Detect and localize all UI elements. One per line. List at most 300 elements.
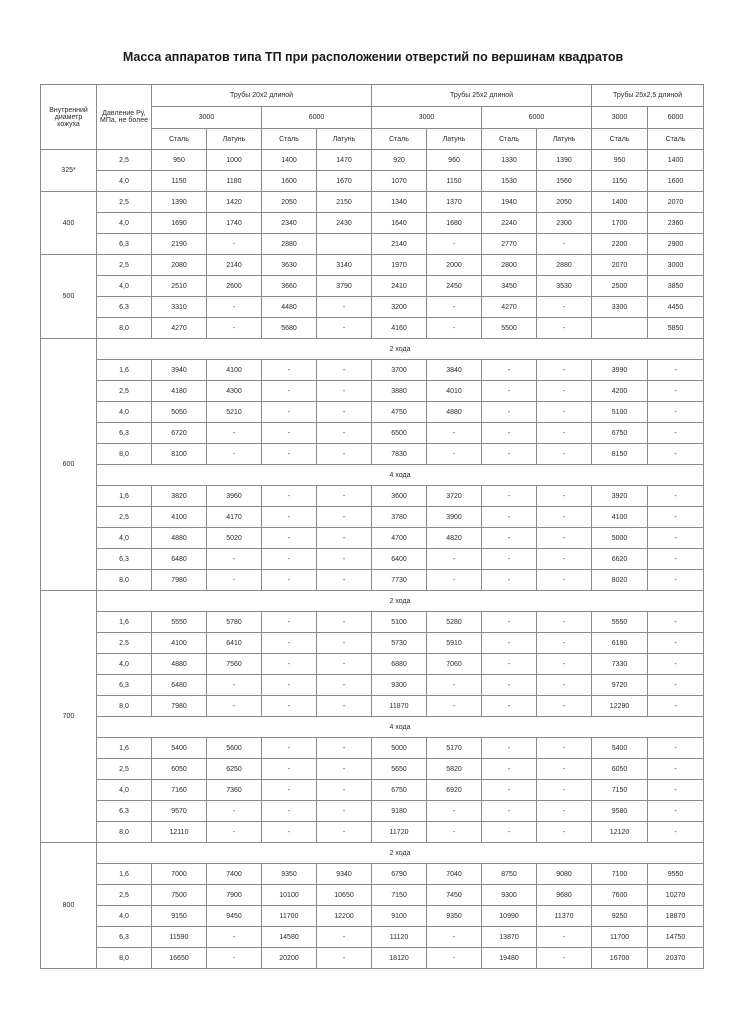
mass-cell: 6620: [592, 549, 648, 570]
mass-cell: -: [207, 297, 262, 318]
mass-cell: -: [648, 654, 704, 675]
mass-cell: 4270: [152, 318, 207, 339]
pressure-cell: 6,3: [97, 234, 152, 255]
pressure-cell: 6,3: [97, 801, 152, 822]
mass-cell: 7150: [592, 780, 648, 801]
table-row: [41, 864, 704, 885]
mass-cell: 2190: [152, 234, 207, 255]
mass-cell: 2800: [482, 255, 537, 276]
mass-cell: -: [482, 402, 537, 423]
page-title: Масса аппаратов типа ТП при расположении отверстий по вершинам квадратов: [122, 50, 624, 64]
pressure-cell: 6,3: [97, 675, 152, 696]
mass-cell: 7100: [592, 864, 648, 885]
mass-cell: 7000: [152, 864, 207, 885]
mass-cell: 5550: [592, 612, 648, 633]
mass-cell: -: [262, 696, 317, 717]
mass-cell: -: [207, 675, 262, 696]
table-row: [41, 444, 704, 465]
mass-cell: -: [317, 360, 372, 381]
mass-cell: 3780: [372, 507, 427, 528]
mass-cell: -: [207, 444, 262, 465]
mass-cell: -: [648, 801, 704, 822]
mass-cell: 7560: [207, 654, 262, 675]
pressure-cell: 1,6: [97, 738, 152, 759]
mass-cell: 3450: [482, 276, 537, 297]
mass-cell: 1370: [427, 192, 482, 213]
diameter-cell: 500: [41, 255, 97, 339]
mass-cell: 4820: [427, 528, 482, 549]
mass-cell: -: [537, 696, 592, 717]
mass-cell: -: [262, 549, 317, 570]
mass-cell: -: [537, 549, 592, 570]
mass-cell: 4160: [372, 318, 427, 339]
mass-cell: 2150: [317, 192, 372, 213]
pressure-cell: 4,0: [97, 276, 152, 297]
mass-cell: 1150: [427, 171, 482, 192]
mass-cell: 9250: [592, 906, 648, 927]
mass-cell: 7500: [152, 885, 207, 906]
mass-cell: 1600: [648, 171, 704, 192]
mass-cell: 1560: [537, 171, 592, 192]
mass-cell: 14750: [648, 927, 704, 948]
mass-cell: -: [537, 780, 592, 801]
mass-cell: 9350: [427, 906, 482, 927]
table-row: [41, 360, 704, 381]
table-row: [41, 612, 704, 633]
mass-cell: 7900: [207, 885, 262, 906]
header-material: Сталь: [482, 129, 537, 150]
mass-cell: 3960: [207, 486, 262, 507]
diameter-cell: 800: [41, 843, 97, 969]
mass-cell: 9100: [372, 906, 427, 927]
mass-cell: 7400: [207, 864, 262, 885]
mass-cell: 1940: [482, 192, 537, 213]
mass-cell: -: [317, 528, 372, 549]
mass-cell: 1400: [648, 150, 704, 171]
mass-cell: -: [427, 234, 482, 255]
mass-cell: 1180: [207, 171, 262, 192]
mass-cell: 1690: [152, 213, 207, 234]
mass-cell: -: [262, 528, 317, 549]
mass-cell: 1070: [372, 171, 427, 192]
mass-cell: -: [207, 801, 262, 822]
mass-cell: -: [648, 381, 704, 402]
mass-cell: -: [207, 927, 262, 948]
mass-cell: 11590: [152, 927, 207, 948]
mass-cell: -: [537, 801, 592, 822]
mass-cell: 3790: [317, 276, 372, 297]
header-material: Сталь: [152, 129, 207, 150]
mass-cell: 9550: [648, 864, 704, 885]
mass-cell: 2070: [648, 192, 704, 213]
mass-cell: -: [482, 360, 537, 381]
mass-cell: 3940: [152, 360, 207, 381]
mass-cell: -: [537, 297, 592, 318]
mass-cell: 4750: [372, 402, 427, 423]
header-material: Сталь: [372, 129, 427, 150]
mass-cell: 1400: [592, 192, 648, 213]
mass-cell: 3700: [372, 360, 427, 381]
table-row: [41, 507, 704, 528]
mass-cell: -: [648, 633, 704, 654]
mass-cell: 3600: [372, 486, 427, 507]
mass-cell: -: [482, 423, 537, 444]
mass-cell: -: [262, 822, 317, 843]
mass-cell: 8750: [482, 864, 537, 885]
mass-cell: -: [317, 675, 372, 696]
mass-cell: 5000: [592, 528, 648, 549]
mass-cell: 4010: [427, 381, 482, 402]
mass-cell: 4100: [152, 633, 207, 654]
mass-cell: 5170: [427, 738, 482, 759]
mass-cell: -: [648, 570, 704, 591]
pressure-cell: 8,0: [97, 444, 152, 465]
mass-cell: 920: [372, 150, 427, 171]
mass-cell: -: [537, 486, 592, 507]
header-material: Сталь: [592, 129, 648, 150]
mass-cell: 9340: [317, 864, 372, 885]
mass-cell: -: [317, 612, 372, 633]
mass-cell: -: [482, 528, 537, 549]
mass-cell: -: [317, 444, 372, 465]
mass-cell: 950: [152, 150, 207, 171]
mass-cell: 1390: [537, 150, 592, 171]
mass-cell: -: [427, 822, 482, 843]
mass-cell: 2450: [427, 276, 482, 297]
mass-cell: -: [482, 696, 537, 717]
mass-cell: -: [537, 927, 592, 948]
mass-cell: 5820: [427, 759, 482, 780]
mass-cell: -: [317, 927, 372, 948]
mass-cell: -: [482, 381, 537, 402]
mass-cell: 3630: [262, 255, 317, 276]
mass-cell: -: [427, 675, 482, 696]
mass-cell: 8020: [592, 570, 648, 591]
header-length: 6000: [482, 107, 592, 129]
mass-cell: 1400: [262, 150, 317, 171]
mass-cell: 3720: [427, 486, 482, 507]
diameter-cell: 325*: [41, 150, 97, 192]
header-group-20x2: Трубы 20х2 длиной: [152, 85, 372, 107]
mass-cell: 6480: [152, 549, 207, 570]
mass-cell: -: [537, 822, 592, 843]
mass-cell: 3990: [592, 360, 648, 381]
mass-table: [40, 84, 704, 969]
mass-cell: 5020: [207, 528, 262, 549]
pass-count-label: 2 хода: [97, 843, 704, 864]
pressure-cell: 2,5: [97, 885, 152, 906]
mass-cell: 3820: [152, 486, 207, 507]
mass-cell: 7980: [152, 696, 207, 717]
mass-cell: 6410: [207, 633, 262, 654]
mass-cell: 5500: [482, 318, 537, 339]
mass-cell: -: [537, 633, 592, 654]
mass-cell: 2600: [207, 276, 262, 297]
mass-cell: -: [427, 549, 482, 570]
pass-count-label: 4 хода: [97, 717, 704, 738]
header-material: Сталь: [648, 129, 704, 150]
table-row: [41, 654, 704, 675]
mass-cell: -: [427, 318, 482, 339]
mass-cell: -: [317, 423, 372, 444]
mass-cell: 2410: [372, 276, 427, 297]
pass-count-row: [41, 465, 704, 486]
mass-cell: 1150: [592, 171, 648, 192]
mass-cell: 8150: [592, 444, 648, 465]
mass-cell: 2770: [482, 234, 537, 255]
mass-cell: 7160: [152, 780, 207, 801]
header-material: Латунь: [427, 129, 482, 150]
mass-cell: -: [648, 675, 704, 696]
mass-cell: -: [317, 318, 372, 339]
pressure-cell: 2,5: [97, 150, 152, 171]
mass-cell: 7060: [427, 654, 482, 675]
header-length: 6000: [262, 107, 372, 129]
pass-count-row: [41, 591, 704, 612]
header-group-25x2: Трубы 25х2 длиной: [372, 85, 592, 107]
mass-cell: 3000: [648, 255, 704, 276]
mass-cell: 3300: [592, 297, 648, 318]
mass-cell: 2880: [537, 255, 592, 276]
mass-cell: 5100: [372, 612, 427, 633]
pressure-cell: 8,0: [97, 318, 152, 339]
mass-cell: 2500: [592, 276, 648, 297]
mass-cell: -: [207, 234, 262, 255]
mass-cell: 5730: [372, 633, 427, 654]
mass-cell: 7830: [372, 444, 427, 465]
mass-cell: -: [648, 423, 704, 444]
mass-cell: 7040: [427, 864, 482, 885]
mass-cell: 9720: [592, 675, 648, 696]
mass-cell: 1000: [207, 150, 262, 171]
table-row: [41, 234, 704, 255]
mass-cell: -: [317, 402, 372, 423]
table-row: [41, 696, 704, 717]
mass-cell: 7980: [152, 570, 207, 591]
mass-cell: 9580: [592, 801, 648, 822]
mass-cell: -: [482, 654, 537, 675]
pressure-cell: 2,5: [97, 507, 152, 528]
mass-cell: -: [537, 360, 592, 381]
table-row: [41, 423, 704, 444]
pressure-cell: 6,3: [97, 549, 152, 570]
pressure-cell: 8,0: [97, 570, 152, 591]
mass-cell: 4450: [648, 297, 704, 318]
mass-cell: 20370: [648, 948, 704, 969]
mass-cell: 3140: [317, 255, 372, 276]
mass-cell: 6500: [372, 423, 427, 444]
pass-count-row: [41, 339, 704, 360]
pressure-cell: 2,5: [97, 381, 152, 402]
mass-cell: -: [207, 822, 262, 843]
mass-cell: [317, 234, 372, 255]
mass-cell: -: [537, 759, 592, 780]
mass-cell: 2050: [537, 192, 592, 213]
header-material: Латунь: [317, 129, 372, 150]
header-material: Сталь: [262, 129, 317, 150]
mass-cell: 11870: [372, 696, 427, 717]
mass-cell: -: [262, 507, 317, 528]
mass-cell: -: [537, 612, 592, 633]
mass-cell: 2050: [262, 192, 317, 213]
mass-cell: 13870: [482, 927, 537, 948]
header-length: 3000: [592, 107, 648, 129]
mass-cell: -: [207, 570, 262, 591]
mass-cell: 6920: [427, 780, 482, 801]
mass-cell: 16700: [592, 948, 648, 969]
mass-cell: 4100: [592, 507, 648, 528]
mass-cell: -: [482, 738, 537, 759]
mass-cell: -: [537, 507, 592, 528]
pressure-cell: 1,6: [97, 486, 152, 507]
mass-cell: -: [317, 486, 372, 507]
mass-cell: 6750: [592, 423, 648, 444]
mass-cell: 2240: [482, 213, 537, 234]
mass-cell: -: [537, 402, 592, 423]
table-row: [41, 381, 704, 402]
mass-cell: 2900: [648, 234, 704, 255]
mass-cell: -: [427, 927, 482, 948]
mass-cell: 1970: [372, 255, 427, 276]
mass-cell: -: [537, 318, 592, 339]
mass-cell: 4880: [152, 528, 207, 549]
mass-cell: -: [537, 381, 592, 402]
mass-cell: 3920: [592, 486, 648, 507]
mass-cell: 7730: [372, 570, 427, 591]
mass-cell: 14580: [262, 927, 317, 948]
mass-cell: 1700: [592, 213, 648, 234]
mass-cell: -: [317, 549, 372, 570]
mass-cell: -: [207, 549, 262, 570]
mass-cell: 11120: [372, 927, 427, 948]
mass-cell: 12120: [592, 822, 648, 843]
mass-cell: -: [537, 444, 592, 465]
mass-cell: 6880: [372, 654, 427, 675]
mass-cell: 6400: [372, 549, 427, 570]
mass-cell: 7600: [592, 885, 648, 906]
mass-cell: -: [317, 654, 372, 675]
mass-cell: -: [648, 402, 704, 423]
mass-cell: 1150: [152, 171, 207, 192]
mass-cell: 12290: [592, 696, 648, 717]
mass-cell: -: [482, 675, 537, 696]
mass-cell: -: [482, 822, 537, 843]
mass-cell: 7150: [372, 885, 427, 906]
pressure-cell: 2,5: [97, 759, 152, 780]
table-row: [41, 822, 704, 843]
mass-cell: -: [427, 801, 482, 822]
table-row: [41, 885, 704, 906]
mass-cell: -: [482, 633, 537, 654]
table-row: [41, 633, 704, 654]
mass-cell: 5600: [207, 738, 262, 759]
pressure-cell: 4,0: [97, 654, 152, 675]
mass-cell: -: [262, 780, 317, 801]
mass-cell: -: [648, 780, 704, 801]
mass-cell: -: [317, 759, 372, 780]
mass-cell: 19480: [482, 948, 537, 969]
mass-cell: 3900: [427, 507, 482, 528]
mass-cell: -: [482, 612, 537, 633]
header-material: Латунь: [537, 129, 592, 150]
pressure-cell: 4,0: [97, 780, 152, 801]
table-row: [41, 297, 704, 318]
mass-cell: 2070: [592, 255, 648, 276]
mass-cell: -: [537, 570, 592, 591]
mass-cell: 18870: [648, 906, 704, 927]
mass-cell: -: [648, 444, 704, 465]
mass-cell: 9300: [482, 885, 537, 906]
mass-cell: -: [317, 738, 372, 759]
mass-cell: -: [537, 738, 592, 759]
mass-cell: 18120: [372, 948, 427, 969]
mass-cell: 7330: [592, 654, 648, 675]
mass-cell: -: [482, 801, 537, 822]
mass-cell: -: [262, 486, 317, 507]
mass-cell: 3530: [537, 276, 592, 297]
mass-cell: 2200: [592, 234, 648, 255]
mass-cell: -: [317, 570, 372, 591]
mass-cell: -: [537, 423, 592, 444]
mass-cell: 6050: [592, 759, 648, 780]
mass-cell: 6790: [372, 864, 427, 885]
mass-cell: 5550: [152, 612, 207, 633]
mass-cell: 3880: [372, 381, 427, 402]
mass-cell: 4100: [207, 360, 262, 381]
mass-cell: 4880: [152, 654, 207, 675]
mass-cell: 5400: [592, 738, 648, 759]
pass-count-label: 4 хода: [97, 465, 704, 486]
mass-cell: -: [262, 675, 317, 696]
diameter-cell: 600: [41, 339, 97, 591]
mass-cell: 6750: [372, 780, 427, 801]
pass-count-row: [41, 843, 704, 864]
mass-cell: 2080: [152, 255, 207, 276]
mass-cell: -: [648, 612, 704, 633]
mass-cell: 3310: [152, 297, 207, 318]
pressure-cell: 8,0: [97, 948, 152, 969]
mass-cell: 1390: [152, 192, 207, 213]
pass-count-label: 2 хода: [97, 339, 704, 360]
mass-cell: 10100: [262, 885, 317, 906]
mass-cell: -: [262, 612, 317, 633]
mass-cell: -: [482, 507, 537, 528]
table-row: [41, 318, 704, 339]
mass-cell: -: [482, 759, 537, 780]
header-group-25x2-5: Трубы 25х2,5 длиной: [592, 85, 704, 107]
header-material: Латунь: [207, 129, 262, 150]
pressure-cell: 4,0: [97, 213, 152, 234]
mass-cell: -: [262, 360, 317, 381]
mass-cell: -: [427, 297, 482, 318]
mass-cell: 8100: [152, 444, 207, 465]
header-diameter: Внутренний диаметр кожуха: [41, 85, 97, 150]
mass-cell: 3850: [648, 276, 704, 297]
header-length: 3000: [372, 107, 482, 129]
mass-cell: -: [262, 759, 317, 780]
mass-cell: 6250: [207, 759, 262, 780]
mass-cell: -: [207, 318, 262, 339]
mass-cell: 20200: [262, 948, 317, 969]
mass-cell: 5280: [427, 612, 482, 633]
table-row: [41, 759, 704, 780]
mass-cell: 4100: [152, 507, 207, 528]
mass-cell: 9180: [372, 801, 427, 822]
mass-cell: 9150: [152, 906, 207, 927]
mass-cell: -: [207, 696, 262, 717]
table-row: [41, 801, 704, 822]
mass-cell: 10990: [482, 906, 537, 927]
